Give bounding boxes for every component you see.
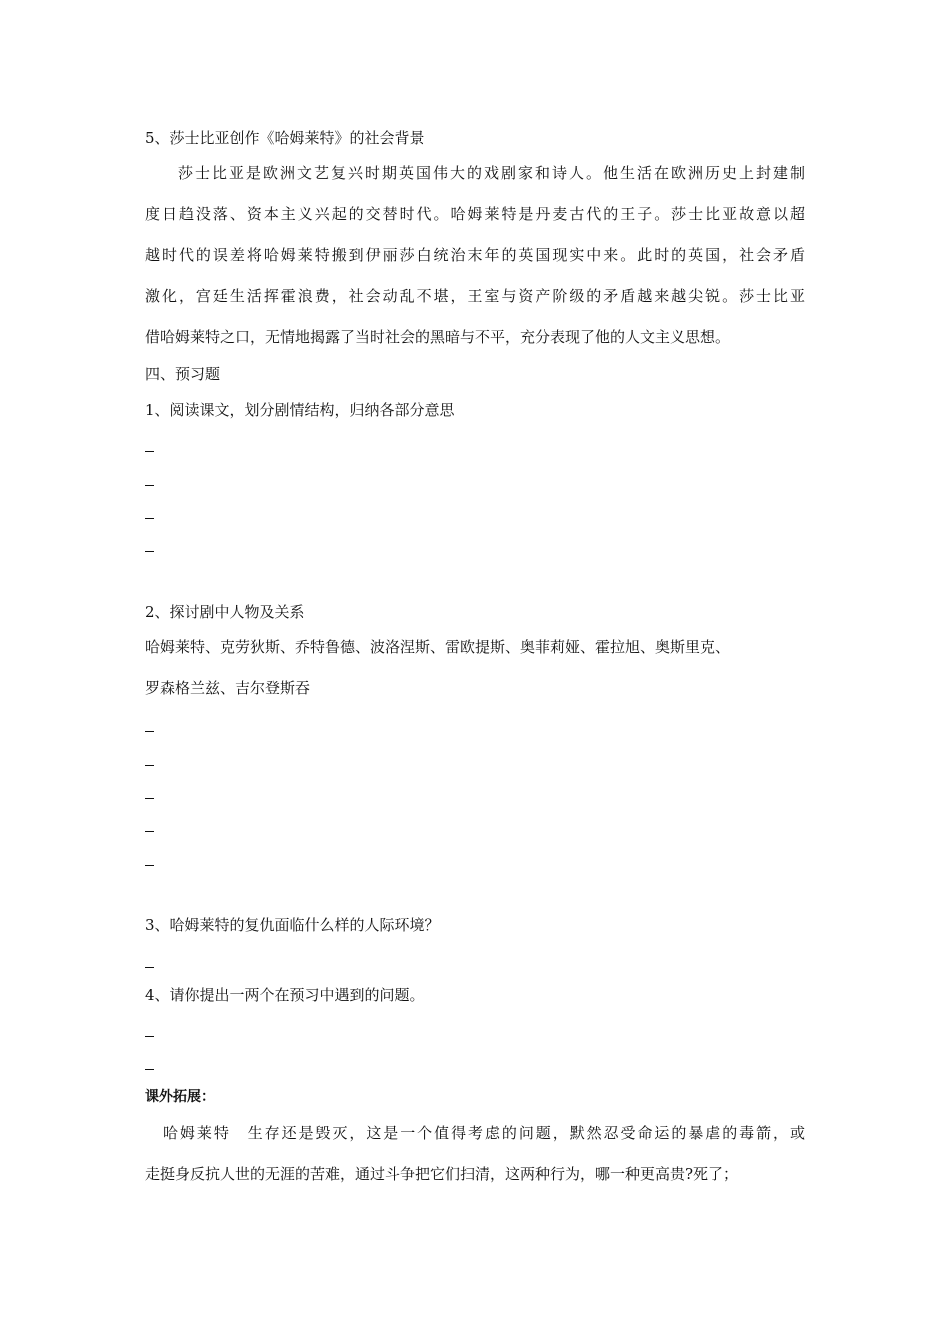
section-heading: 5、莎士比亚创作《哈姆莱特》的社会背景 bbox=[145, 129, 425, 147]
character-list: 哈姆莱特、克劳狄斯、乔特鲁德、波洛涅斯、雷欧提斯、奥菲莉娅、霍拉旭、奥斯里克、 bbox=[145, 638, 731, 656]
answer-blank-line bbox=[145, 485, 154, 486]
question-3: 3、哈姆莱特的复仇面临什么样的人际环境？ bbox=[145, 916, 440, 934]
character-list: 罗森格兰兹、吉尔登斯吞 bbox=[145, 679, 311, 697]
answer-blank-line bbox=[145, 798, 154, 799]
quote-line: 走挺身反抗人世的无涯的苦难，通过斗争把它们扫清，这两种行为，哪一种更高贵?死了； bbox=[145, 1165, 739, 1183]
extension-heading: 课外拓展： bbox=[145, 1089, 215, 1105]
paragraph-line: 莎士比亚是欧洲文艺复兴时期英国伟大的戏剧家和诗人。他生活在欧洲历史上封建制 bbox=[178, 164, 805, 182]
paragraph-line: 借哈姆莱特之口，无情地揭露了当时社会的黑暗与不平，充分表现了他的人文主义思想。 bbox=[145, 328, 731, 346]
question-4: 4、请你提出一两个在预习中遇到的问题。 bbox=[145, 986, 425, 1004]
section-heading: 四、预习题 bbox=[145, 365, 221, 383]
paragraph-line: 越时代的误差将哈姆莱特搬到伊丽莎白统治末年的英国现实中来。此时的英国，社会矛盾 bbox=[145, 246, 805, 264]
answer-blank-line bbox=[145, 518, 154, 519]
answer-blank-line bbox=[145, 831, 154, 832]
answer-blank-line bbox=[145, 451, 154, 452]
quote-line: 哈姆莱特 生存还是毁灭，这是一个值得考虑的问题，默然忍受命运的暴虐的毒箭，或 bbox=[163, 1124, 805, 1142]
paragraph-line: 激化，宫廷生活挥霍浪费，社会动乱不堪，王室与资产阶级的矛盾越来越尖锐。莎士比亚 bbox=[145, 287, 805, 305]
answer-blank-line bbox=[145, 967, 154, 968]
answer-blank-line bbox=[145, 765, 154, 766]
question-1: 1、阅读课文，划分剧情结构，归纳各部分意思 bbox=[145, 401, 455, 419]
answer-blank-line bbox=[145, 865, 154, 866]
question-2: 2、探讨剧中人物及关系 bbox=[145, 603, 305, 621]
answer-blank-line bbox=[145, 551, 154, 552]
answer-blank-line bbox=[145, 731, 154, 732]
paragraph-line: 度日趋没落、资本主义兴起的交替时代。哈姆莱特是丹麦古代的王子。莎士比亚故意以超 bbox=[145, 205, 805, 223]
answer-blank-line bbox=[145, 1069, 154, 1070]
answer-blank-line bbox=[145, 1036, 154, 1037]
